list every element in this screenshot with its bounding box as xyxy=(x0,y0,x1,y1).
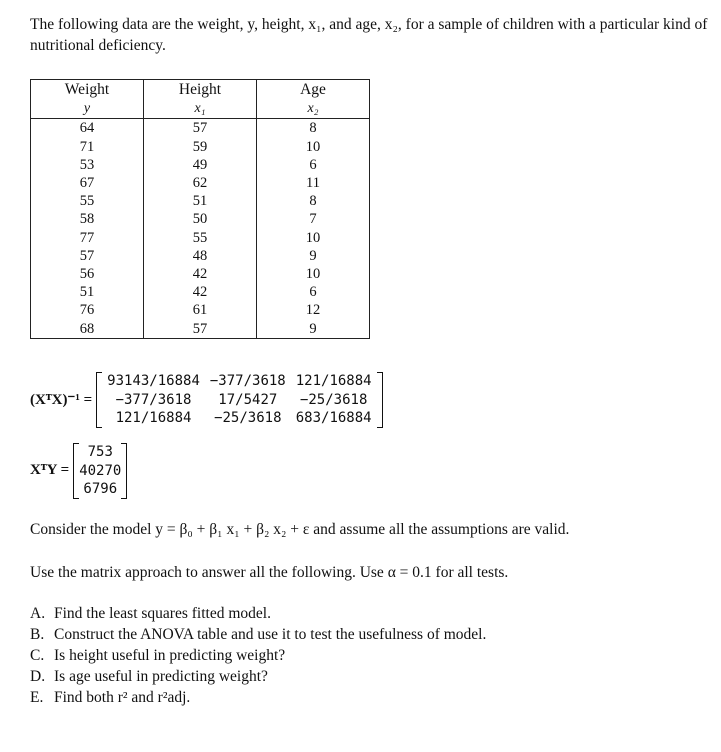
table-cell: 77 xyxy=(31,229,144,247)
table-row xyxy=(31,265,370,283)
table-cell: 62 xyxy=(144,174,257,192)
question-letter: A. xyxy=(30,605,46,622)
matrix-row xyxy=(102,391,376,410)
table-cell: 11 xyxy=(257,174,370,192)
question-item xyxy=(30,645,486,666)
table-cell: 57 xyxy=(31,247,144,265)
table-cell: 53 xyxy=(31,156,144,174)
matrix-entry: 93143/16884 xyxy=(107,373,200,389)
question-text: Find the least squares fitted model. xyxy=(54,605,271,622)
table-cell: 51 xyxy=(144,192,257,210)
table-row xyxy=(31,320,370,339)
table-row xyxy=(31,192,370,210)
table-cell: 76 xyxy=(31,301,144,319)
question-letter: C. xyxy=(30,647,45,664)
table-cell: 8 xyxy=(257,192,370,210)
matrix-row xyxy=(102,409,376,428)
table-row xyxy=(31,229,370,247)
table-cell: 67 xyxy=(31,174,144,192)
matrix-row xyxy=(102,372,376,391)
question-text: Is height useful in predicting weight? xyxy=(54,647,286,664)
question-item xyxy=(30,666,486,687)
data-table-body xyxy=(31,119,370,338)
table-cell: 7 xyxy=(257,210,370,228)
table-cell: 61 xyxy=(144,301,257,319)
header-age: Age xyxy=(257,80,370,100)
question-letter: E. xyxy=(30,689,44,706)
xty-vector xyxy=(79,443,121,499)
matrix-entry: 121/16884 xyxy=(295,373,372,389)
table-cell: 59 xyxy=(144,138,257,156)
table-row xyxy=(31,210,370,228)
table-cell: 56 xyxy=(31,265,144,283)
matrix-entry: 121/16884 xyxy=(115,410,192,426)
right-bracket xyxy=(377,372,383,428)
table-cell: 10 xyxy=(257,229,370,247)
table-cell: 55 xyxy=(31,192,144,210)
question-item xyxy=(30,603,486,624)
vector-entry: 753 xyxy=(87,444,113,460)
table-cell: 42 xyxy=(144,283,257,301)
matrix-entry: 683/16884 xyxy=(295,410,372,426)
question-letter: D. xyxy=(30,668,46,685)
vector-entry: 40270 xyxy=(79,462,122,479)
table-cell: 10 xyxy=(257,138,370,156)
table-cell: 57 xyxy=(144,320,257,339)
table-cell: 48 xyxy=(144,247,257,265)
matrix-entry: −25/3618 xyxy=(299,391,368,408)
xtx-inverse-label: (XᵀX)⁻¹ = xyxy=(30,392,93,409)
table-row xyxy=(31,301,370,319)
table-cell: 42 xyxy=(144,265,257,283)
vector-row xyxy=(79,462,121,481)
intro-paragraph: The following data are the weight, y, height, x₁, and age, x₂, for a sample of children with a particular kind of nutritional deficiency. xyxy=(30,16,708,54)
table-cell: 8 xyxy=(257,119,370,138)
xtx-inverse-matrix xyxy=(102,372,376,428)
table-row xyxy=(31,156,370,174)
table-cell: 51 xyxy=(31,283,144,301)
table-row xyxy=(31,119,370,138)
table-cell: 68 xyxy=(31,320,144,339)
xtx-inverse-block xyxy=(30,372,383,428)
table-row xyxy=(31,247,370,265)
table-cell: 9 xyxy=(257,247,370,265)
matrix-entry: −25/3618 xyxy=(214,410,282,426)
question-text: Find both r² and r²adj. xyxy=(54,689,191,706)
symbol-x1: x₁ xyxy=(144,99,257,119)
table-cell: 6 xyxy=(257,156,370,174)
table-cell: 12 xyxy=(257,301,370,319)
table-cell: 71 xyxy=(31,138,144,156)
question-letter: B. xyxy=(30,626,45,643)
table-cell: 55 xyxy=(144,229,257,247)
table-cell: 9 xyxy=(257,320,370,339)
header-weight: Weight xyxy=(31,80,144,100)
data-table xyxy=(30,79,370,339)
table-cell: 6 xyxy=(257,283,370,301)
symbol-y: y xyxy=(31,99,144,119)
table-row xyxy=(31,174,370,192)
question-text: Construct the ANOVA table and use it to test the usefulness of model. xyxy=(54,626,487,643)
vector-row xyxy=(79,443,121,462)
header-height: Height xyxy=(144,80,257,100)
table-cell: 49 xyxy=(144,156,257,174)
table-cell: 58 xyxy=(31,210,144,228)
matrix-entry: −377/3618 xyxy=(209,373,286,389)
xty-label: XᵀY = xyxy=(30,462,70,479)
question-item xyxy=(30,624,486,645)
xty-block xyxy=(30,443,127,499)
question-item xyxy=(30,687,486,708)
table-cell: 10 xyxy=(257,265,370,283)
symbol-x2: x₂ xyxy=(257,99,370,119)
vector-row xyxy=(79,480,121,499)
matrix-entry: 17/5427 xyxy=(218,391,278,408)
matrix-entry: −377/3618 xyxy=(115,391,192,408)
table-cell: 57 xyxy=(144,119,257,138)
right-bracket xyxy=(121,443,127,499)
model-statement: Consider the model y = β₀ + β₁ x₁ + β₂ x₂ + ε and assume all the assumptions are valid. xyxy=(30,521,570,538)
question-list xyxy=(30,603,486,708)
vector-entry: 6796 xyxy=(83,481,118,497)
question-text: Is age useful in predicting weight? xyxy=(54,668,268,685)
table-row xyxy=(31,138,370,156)
instruction-statement: Use the matrix approach to answer all the following. Use α = 0.1 for all tests. xyxy=(30,564,509,581)
table-row xyxy=(31,283,370,301)
table-cell: 50 xyxy=(144,210,257,228)
table-cell: 64 xyxy=(31,119,144,138)
